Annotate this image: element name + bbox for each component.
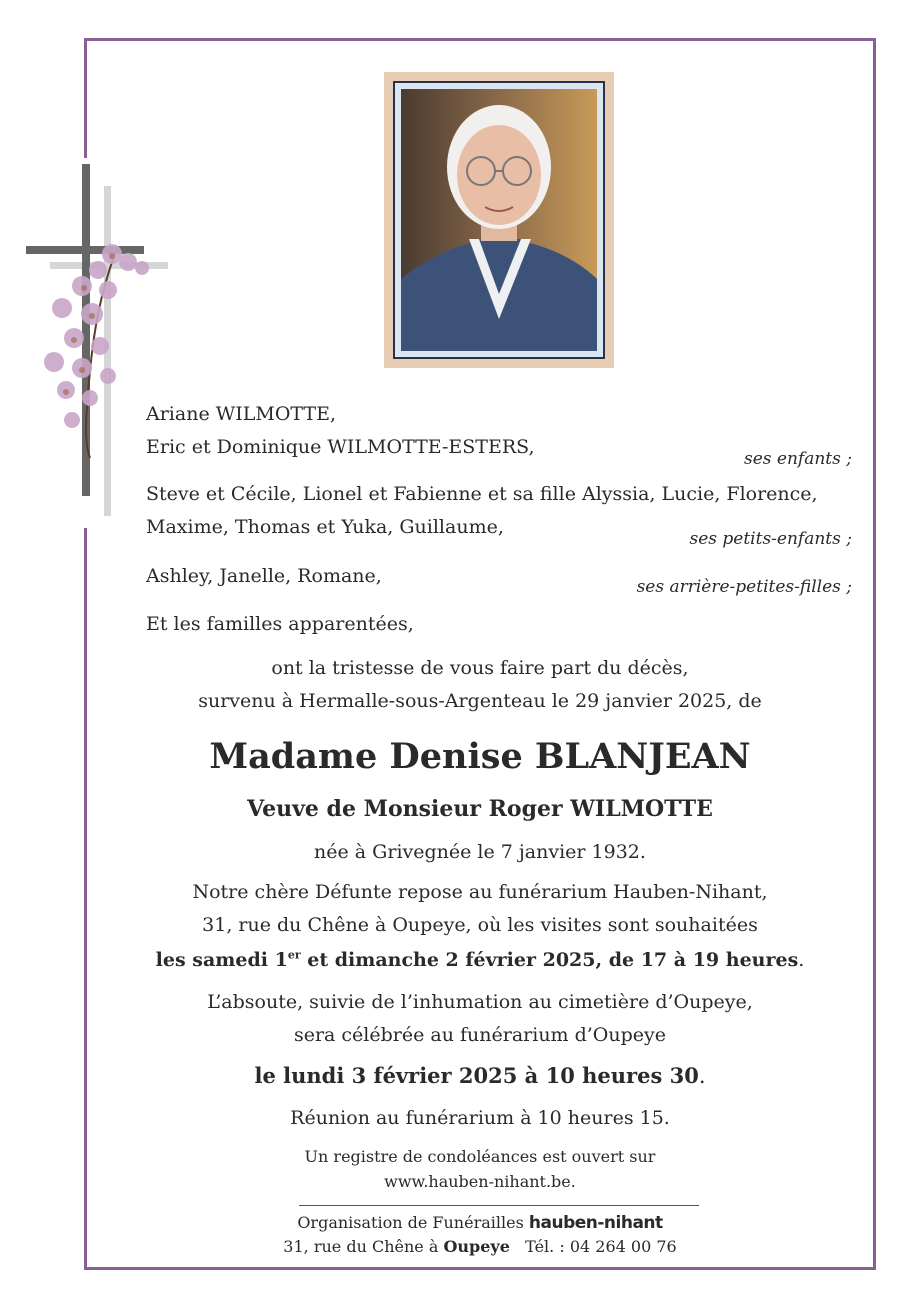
ceremony-line-1: L’absoute, suivie de l’inhumation au cimetière d’Oupeye,	[207, 991, 753, 1013]
footer-phone: Tél. : 04 264 00 76	[525, 1237, 677, 1256]
ceremony-date-text: le lundi 3 février 2025 à 10 heures 30	[254, 1063, 699, 1088]
visits-dates-sup: er	[287, 948, 301, 962]
condolences-line-2: www.hauben-nihant.be.	[384, 1172, 576, 1191]
portrait-frame	[384, 72, 614, 368]
visits-line-1: Notre chère Défunte repose au funérarium Hauben-Nihant,	[192, 881, 768, 903]
visits-line-2: 31, rue du Chêne à Oupeye, où les visites sont souhaitées	[202, 914, 758, 936]
footer-address	[84, 1236, 876, 1258]
relatives-line: Et les familles apparentées,	[146, 613, 414, 635]
footer-address-prefix: 31, rue du Chêne à	[283, 1237, 444, 1256]
children-line-1: Ariane WILMOTTE,	[146, 403, 337, 425]
grandchildren-line-2: Maxime, Thomas et Yuka, Guillaume,	[146, 516, 504, 538]
visits-dates-part1: les samedi 1	[155, 949, 288, 971]
widow-of: Veuve de Monsieur Roger WILMOTTE	[247, 796, 713, 822]
portrait-photo	[401, 89, 597, 351]
visits-dates	[84, 948, 876, 972]
footer-org	[84, 1212, 876, 1234]
condolences-line-1: Un registre de condoléances est ouvert sur	[304, 1147, 656, 1166]
cross-with-orchid-icon	[22, 158, 172, 528]
visits-dates-part2: et dimanche 2 février 2025, de 17 à 19 heures	[300, 949, 799, 971]
ceremony-date	[84, 1062, 876, 1090]
birth-info: née à Grivegnée le 7 janvier 1932.	[314, 841, 646, 863]
announcement-line-2: survenu à Hermalle-sous-Argenteau le 29 janvier 2025, de	[198, 690, 762, 712]
ceremony-line-2: sera célébrée au funérarium d’Oupeye	[293, 1024, 667, 1046]
visits-dates-end: .	[798, 949, 805, 971]
grandchildren-line-1: Steve et Cécile, Lionel et Fabienne et sa fille Alyssia, Lucie, Florence,	[146, 483, 818, 505]
deceased-name: Madame Denise BLANJEAN	[209, 736, 751, 777]
greatgrandchildren-line: Ashley, Janelle, Romane,	[146, 565, 382, 587]
announcement-line-1: ont la tristesse de vous faire part du décès,	[271, 657, 689, 679]
footer-org-prefix: Organisation de Funérailles	[297, 1213, 529, 1232]
greatgrandchildren-role: ses arrière-petites-filles ;	[636, 577, 852, 597]
children-line-2: Eric et Dominique WILMOTTE-ESTERS,	[146, 436, 535, 458]
grandchildren-role: ses petits-enfants ;	[689, 529, 852, 549]
footer-address-city: Oupeye	[443, 1237, 510, 1256]
children-role: ses enfants ;	[744, 449, 852, 469]
ceremony-date-end: .	[698, 1064, 706, 1088]
brand-logo: hauben-nihant	[528, 1213, 663, 1233]
footer-divider	[299, 1205, 699, 1206]
meeting-info: Réunion au funérarium à 10 heures 15.	[290, 1107, 670, 1129]
